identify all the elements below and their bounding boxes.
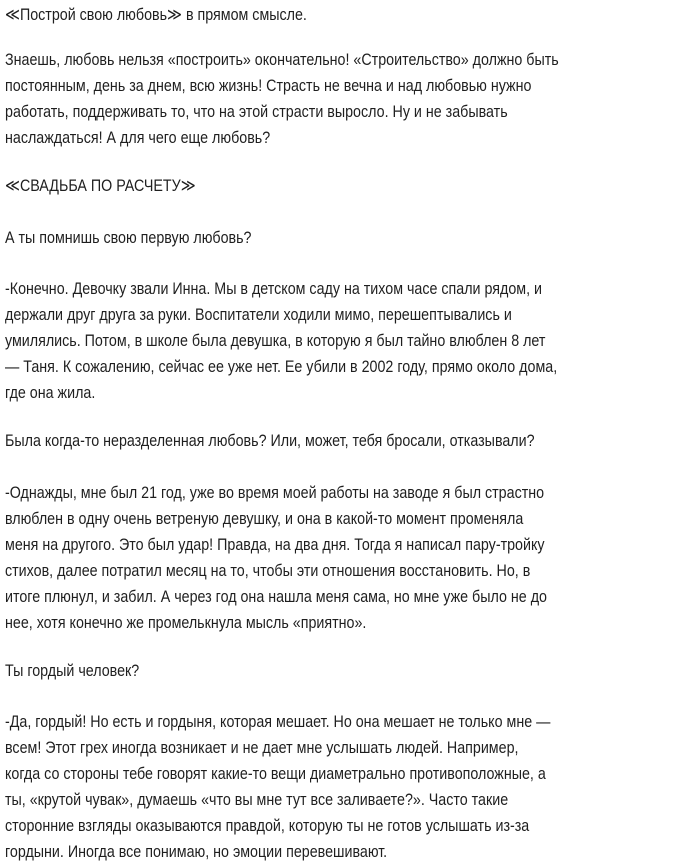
text-line: ты, «крутой чувак», думаешь «что вы мне тут все заливаете?». Часто такие <box>5 790 509 809</box>
text-line: влюблен в одну очень ветреную девушку, и она в какой-то момент променяла <box>5 509 524 528</box>
question-unrequited-love <box>5 428 535 454</box>
text-line: умилялись. Потом, в школе была девушка, в которую я был тайно влюблен 8 лет <box>5 331 546 350</box>
text-line: -Конечно. Девочку звали Инна. Мы в детском саду на тихом часе спали рядом, и <box>5 279 543 298</box>
intro-line <box>5 2 307 28</box>
text-line: ≪Построй свою любовь≫ в прямом смысле. <box>5 5 307 24</box>
section-heading <box>5 173 196 199</box>
text-line: гордыни. Иногда все понимаю, но эмоции перевешивают. <box>5 842 388 861</box>
heading-text: ≪СВАДЬБА ПО РАСЧЕТУ≫ <box>5 176 196 195</box>
text-line: Знаешь, любовь нельзя «построить» окончательно! «Строительство» должно быть <box>5 50 559 69</box>
text-line: — Таня. К сожалению, сейчас ее уже нет. Ее убили в 2002 году, прямо около дома, <box>5 357 558 376</box>
text-line: стихов, далее потратил месяц на то, чтобы эти отношения восстановить. Но, в <box>5 561 531 580</box>
answer-proud <box>5 709 550 865</box>
text-line: где она жила. <box>5 383 96 402</box>
text-line: всем! Этот грех иногда возникает и не дает мне услышать людей. Например, <box>5 738 519 757</box>
text-line: меня на другого. Это был удар! Правда, на два дня. Тогда я написал пару-тройку <box>5 535 545 554</box>
question-proud <box>5 658 139 684</box>
text-line: сторонние взгляды оказываются правдой, которую ты не готов услышать из-за <box>5 816 530 835</box>
text-line: итоге плюнул, и забил. А через год она нашла меня сама, но мне уже было не до <box>5 587 547 606</box>
text-line: -Да, гордый! Но есть и гордыня, которая мешает. Но она мешает не только мне — <box>5 712 551 731</box>
question-text: А ты помнишь свою первую любовь? <box>5 228 252 247</box>
text-line: держали друг друга за руки. Воспитатели ходили мимо, перешептывались и <box>5 305 512 324</box>
answer-first-love <box>5 276 557 406</box>
text-line: когда со стороны тебе говорят какие-то вещи диаметрально противоположные, а <box>5 764 546 783</box>
text-line: наслаждаться! А для чего еще любовь? <box>5 128 271 147</box>
text-line: нее, хотя конечно же промелькнула мысль «приятно». <box>5 613 367 632</box>
text-line: постоянным, день за днем, всю жизнь! Страсть не вечна и над любовью нужно <box>5 76 532 95</box>
text-line: работать, поддерживать то, что на этой страсти выросло. Ну и не забывать <box>5 102 508 121</box>
text-line: -Однажды, мне был 21 год, уже во время моей работы на заводе я был страстно <box>5 483 545 502</box>
question-text: Была когда-то неразделенная любовь? Или, может, тебя бросали, отказывали? <box>5 431 535 450</box>
paragraph-building-love <box>5 47 559 151</box>
answer-unrequited-love <box>5 480 547 636</box>
question-text: Ты гордый человек? <box>5 661 140 680</box>
question-first-love <box>5 225 252 251</box>
